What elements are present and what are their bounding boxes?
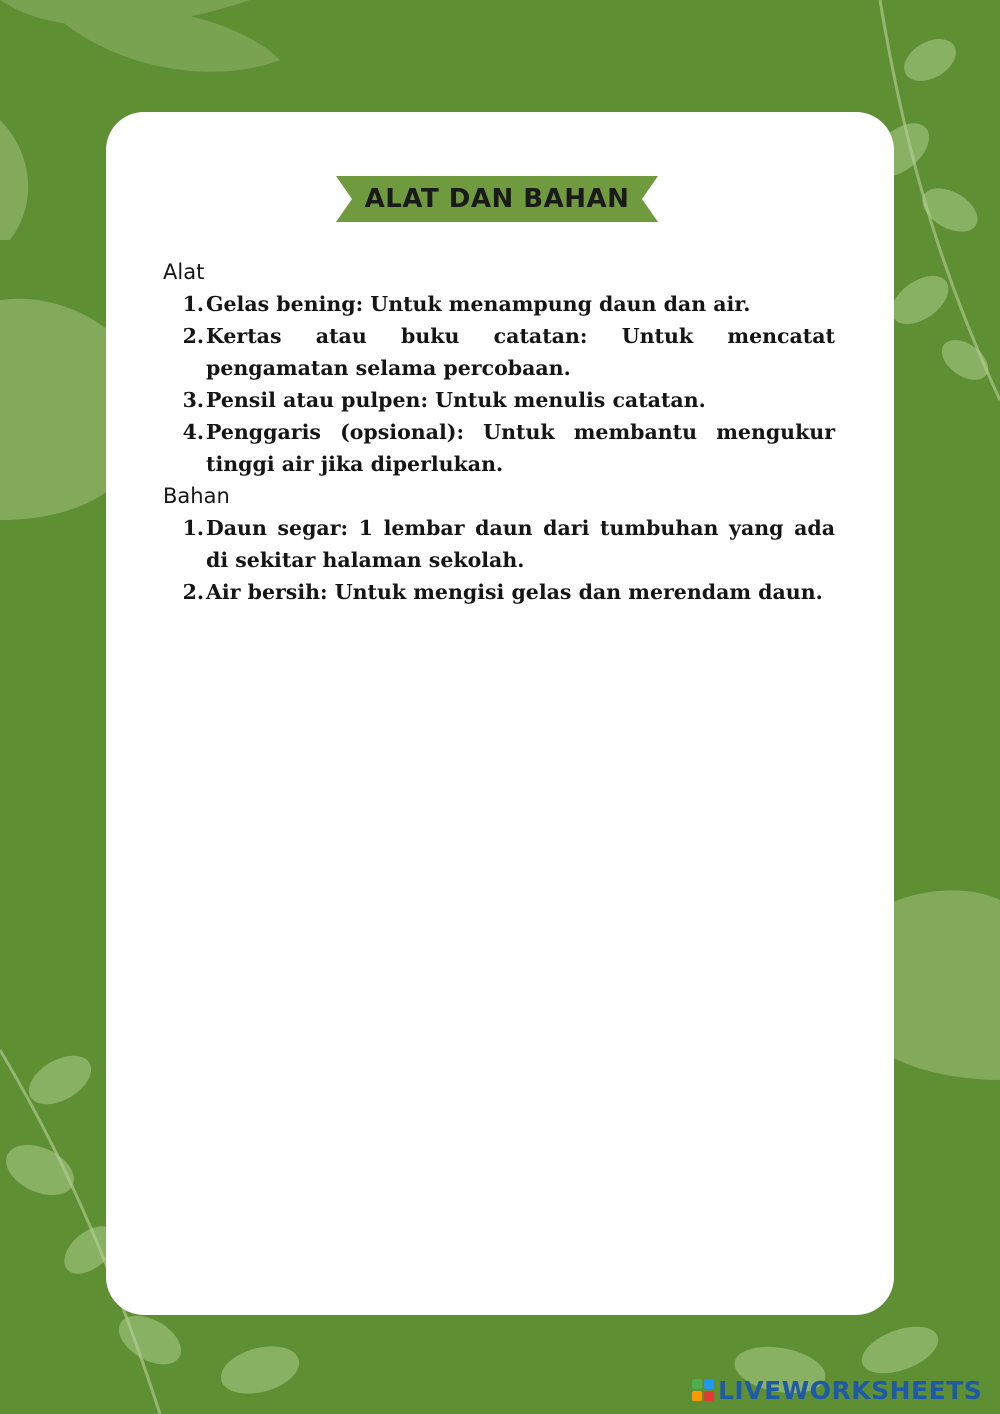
- brand-name: LIVEWORKSHEETS: [718, 1375, 983, 1405]
- list-item: 2. Air bersih: Untuk mengisi gelas dan merendam daun.: [182, 580, 823, 604]
- list-item: 1. Gelas bening: Untuk menampung daun dan air.: [182, 292, 751, 316]
- list-item: 4. Penggaris (opsional): Untuk membantu mengukur tinggi air jika diperlukan.: [182, 420, 835, 476]
- bahan-list: [163, 512, 835, 608]
- alat-list: [163, 288, 835, 480]
- section-heading-bahan: Bahan: [163, 484, 230, 508]
- list-item: 2. Kertas atau buku catatan: Untuk mencatat pengamatan selama percobaan.: [182, 324, 835, 380]
- liveworksheets-logo[interactable]: [692, 1376, 982, 1404]
- page-title: ALAT DAN BAHAN: [364, 184, 630, 214]
- title-banner: [336, 176, 658, 222]
- document-body: [163, 256, 835, 608]
- list-item: 3. Pensil atau pulpen: Untuk menulis catatan.: [182, 388, 706, 412]
- list-item: 1. Daun segar: 1 lembar daun dari tumbuhan yang ada di sekitar halaman sekolah.: [182, 516, 835, 572]
- liveworksheets-icon: [692, 1379, 714, 1401]
- section-heading-alat: Alat: [163, 260, 205, 284]
